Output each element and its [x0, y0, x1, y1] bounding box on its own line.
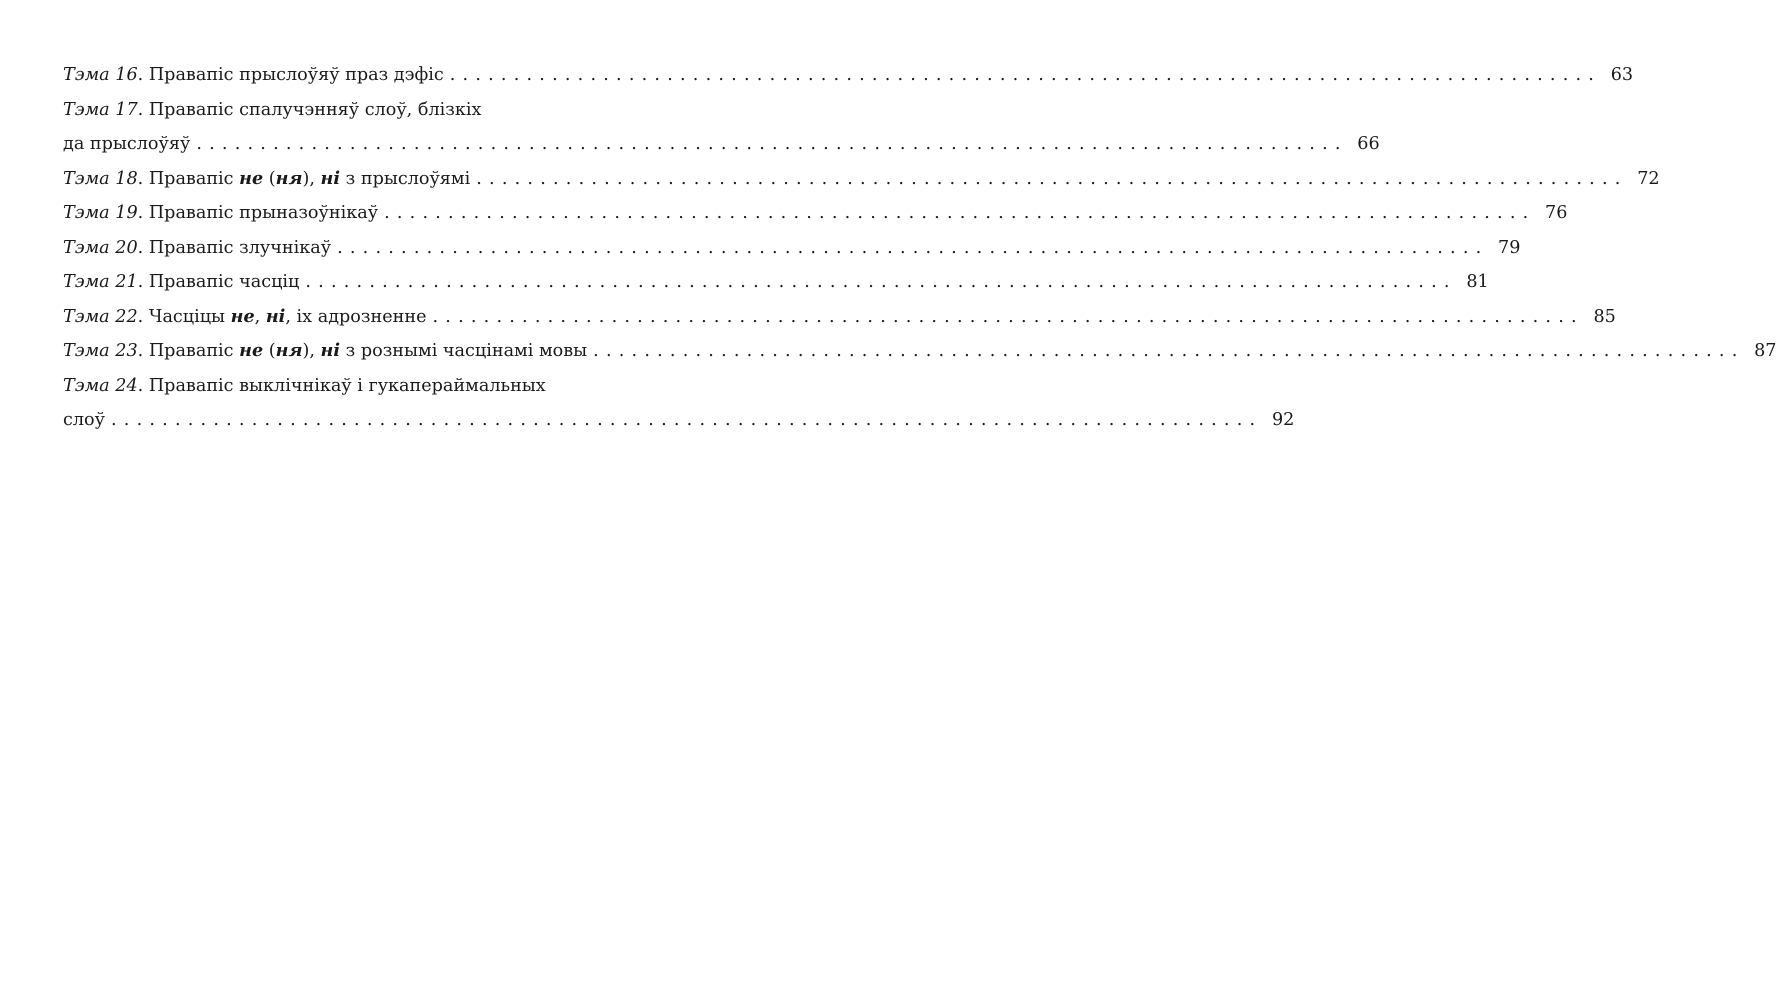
- title-fragment: з рознымі часцінамі мовы: [340, 341, 588, 361]
- toc-entry: [63, 58, 1634, 93]
- page-number: 63: [1610, 65, 1634, 85]
- topic-label: Тэма 23: [63, 341, 138, 361]
- topic-title: [138, 265, 300, 300]
- title-fragment: (: [263, 341, 276, 361]
- toc-entry: [63, 369, 1295, 438]
- title-fragment: . Правапіс: [137, 168, 240, 189]
- topic-title: [138, 58, 444, 93]
- title-fragment: . Правапіс часціц: [137, 272, 300, 292]
- toc-entry-line: [63, 300, 1616, 335]
- emphasized-particle: ні: [320, 340, 341, 361]
- toc-entry-first-line: [63, 93, 706, 128]
- topic-title: . Правапіс выклічнікаў і гукапераймальных: [137, 375, 546, 396]
- toc-entry: [63, 231, 1521, 266]
- topic-label: Тэма 21: [63, 272, 138, 292]
- toc-entry-first-line: [63, 369, 706, 404]
- title-fragment: , іх адрозненне: [285, 306, 427, 327]
- toc-entry-line: [63, 162, 1660, 197]
- title-fragment: . Часціцы: [137, 306, 231, 327]
- page-number: 81: [1466, 272, 1489, 292]
- toc-entry-line: [63, 58, 1634, 93]
- dot-leader: ..........................................................................................: [110, 410, 1263, 430]
- emphasized-particle: не: [239, 340, 264, 361]
- dot-leader: ..........................................................................................: [305, 272, 1457, 292]
- topic-label: Тэма 18: [63, 168, 138, 189]
- toc-entry: [63, 334, 1777, 369]
- topic-label: Тэма 16: [63, 65, 138, 85]
- toc-entry-line: [63, 334, 1777, 369]
- page-number: 72: [1637, 168, 1660, 189]
- topic-title: [138, 162, 471, 197]
- topic-title: [63, 127, 190, 162]
- dot-leader: ..........................................................................................: [337, 237, 1489, 258]
- title-fragment: да прыслоўяў: [63, 134, 191, 154]
- toc-entry-line: [63, 403, 1295, 438]
- table-of-contents: [63, 58, 1777, 438]
- emphasized-particle: не: [230, 305, 255, 327]
- toc-entry-line: [63, 127, 1380, 162]
- topic-label: Тэма 17: [63, 99, 138, 120]
- title-fragment: . Правапіс: [137, 341, 240, 361]
- dot-leader: ..........................................................................................: [476, 168, 1628, 189]
- topic-title: . Правапіс спалучэнняў слоў, блізкіх: [137, 99, 482, 120]
- title-fragment: . Правапіс прыслоўяў праз дэфіс: [137, 65, 444, 85]
- dot-leader: ..........................................................................................: [384, 203, 1536, 223]
- title-fragment: ,: [254, 306, 266, 327]
- emphasized-particle: ні: [320, 167, 341, 189]
- dot-leader: ..........................................................................................: [196, 134, 1348, 154]
- toc-entry-line: [63, 265, 1489, 300]
- emphasized-particle: ня: [275, 167, 303, 189]
- title-fragment: з прыслоўямі: [340, 168, 471, 189]
- page-number: 87: [1754, 341, 1777, 361]
- topic-label: Тэма 24: [63, 375, 138, 396]
- toc-entry-line: [63, 196, 1568, 231]
- toc-entry-line: [63, 231, 1521, 266]
- emphasized-particle: ня: [275, 340, 303, 361]
- topic-label: Тэма 20: [63, 237, 138, 258]
- dot-leader: ..........................................................................................: [449, 65, 1602, 85]
- emphasized-particle: ні: [265, 305, 286, 327]
- topic-title: [63, 403, 105, 438]
- title-fragment: . Правапіс прыназоўнікаў: [137, 203, 379, 223]
- dot-leader: ..........................................................................................: [593, 341, 1745, 361]
- toc-entry: [63, 300, 1616, 335]
- page-number: 79: [1498, 237, 1521, 258]
- topic-title: [138, 196, 378, 231]
- dot-leader: ..........................................................................................: [432, 306, 1584, 327]
- topic-title: [138, 231, 331, 266]
- title-fragment: (: [263, 168, 276, 189]
- toc-entry: [63, 265, 1489, 300]
- toc-entry: [63, 93, 1380, 162]
- page-number: 76: [1545, 203, 1568, 223]
- title-fragment: ),: [302, 168, 321, 189]
- toc-entry: [63, 196, 1568, 231]
- topic-title: [138, 334, 588, 369]
- title-fragment: ),: [302, 341, 321, 361]
- title-fragment: . Правапіс злучнікаў: [137, 237, 332, 258]
- topic-label: Тэма 22: [63, 306, 138, 327]
- page-number: 92: [1271, 410, 1295, 430]
- page-number: 66: [1357, 134, 1380, 154]
- title-fragment: слоў: [63, 410, 105, 430]
- page-number: 85: [1593, 306, 1616, 327]
- topic-title: [138, 300, 427, 335]
- emphasized-particle: не: [239, 167, 264, 189]
- toc-entry: [63, 162, 1660, 197]
- topic-label: Тэма 19: [63, 203, 138, 223]
